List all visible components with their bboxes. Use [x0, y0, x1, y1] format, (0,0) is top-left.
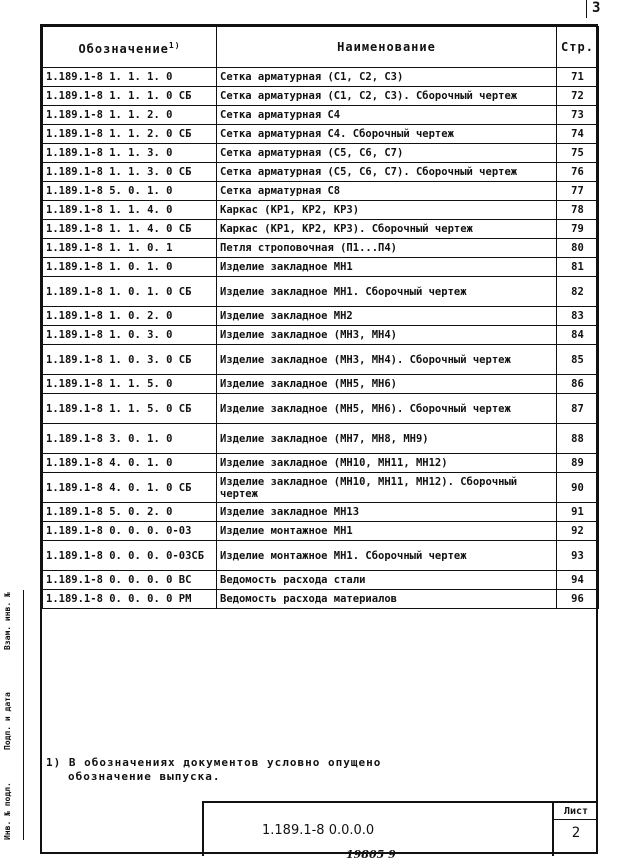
- side-stamp-label-2: Подп. и дата: [3, 692, 12, 750]
- row-page: 94: [557, 571, 599, 590]
- row-name: Сетка арматурная С8: [217, 182, 557, 201]
- sheet-number-cell: [552, 803, 598, 856]
- side-stamp-label-1: Инв. № подл.: [3, 782, 12, 840]
- sheet-label: Лист: [554, 805, 598, 820]
- header-designation: [43, 27, 217, 68]
- row-page: 92: [557, 522, 599, 541]
- row-code: 1.189.1-8 1. 1. 2. 0: [43, 106, 217, 125]
- table-row: [43, 220, 599, 239]
- row-name: Сетка арматурная (С1, С2, С3). Сборочный чертеж: [217, 87, 557, 106]
- row-name: Каркас (КР1, КР2, КР3). Сборочный чертеж: [217, 220, 557, 239]
- row-code: 1.189.1-8 0. 0. 0. 0-03: [43, 522, 217, 541]
- row-page: 89: [557, 454, 599, 473]
- row-code: 1.189.1-8 1. 0. 3. 0: [43, 326, 217, 345]
- row-page: 74: [557, 125, 599, 144]
- row-page: 90: [557, 473, 599, 503]
- row-code: 1.189.1-8 1. 0. 1. 0: [43, 258, 217, 277]
- table-row: [43, 590, 599, 609]
- row-name: Изделие монтажное МН1. Сборочный чертеж: [217, 541, 557, 571]
- row-name: Изделие монтажное МН1: [217, 522, 557, 541]
- table-row: [43, 125, 599, 144]
- row-code: 1.189.1-8 5. 0. 1. 0: [43, 182, 217, 201]
- row-code: 1.189.1-8 1. 1. 1. 0 СБ: [43, 87, 217, 106]
- row-page: 83: [557, 307, 599, 326]
- table-row: [43, 307, 599, 326]
- page-number: 3: [592, 0, 601, 16]
- row-code: 1.189.1-8 1. 1. 4. 0: [43, 201, 217, 220]
- row-code: 1.189.1-8 1. 1. 4. 0 СБ: [43, 220, 217, 239]
- row-page: 96: [557, 590, 599, 609]
- table-row: [43, 345, 599, 375]
- row-name: Изделие закладное (МН10, МН11, МН12). Сборочный чертеж: [217, 473, 557, 503]
- row-page: 71: [557, 68, 599, 87]
- row-page: 77: [557, 182, 599, 201]
- row-name: Изделие закладное (МН5, МН6): [217, 375, 557, 394]
- table-row: [43, 394, 599, 424]
- row-code: 1.189.1-8 3. 0. 1. 0: [43, 424, 217, 454]
- row-code: 1.189.1-8 1. 0. 2. 0: [43, 307, 217, 326]
- row-name: Каркас (КР1, КР2, КР3): [217, 201, 557, 220]
- table-row: [43, 375, 599, 394]
- row-page: 93: [557, 541, 599, 571]
- footnote-line-1: 1) В обозначениях документов условно опущено: [46, 756, 382, 769]
- row-name: Сетка арматурная С4. Сборочный чертеж: [217, 125, 557, 144]
- footnote-line-2: обозначение выпуска.: [68, 770, 221, 783]
- row-name: Изделие закладное (МН3, МН4): [217, 326, 557, 345]
- row-page: 82: [557, 277, 599, 307]
- table-row: [43, 473, 599, 503]
- row-name: Сетка арматурная (С1, С2, С3): [217, 68, 557, 87]
- document-sheet: [40, 24, 598, 854]
- row-name: Ведомость расхода стали: [217, 571, 557, 590]
- row-name: Ведомость расхода материалов: [217, 590, 557, 609]
- row-page: 88: [557, 424, 599, 454]
- table-row: [43, 239, 599, 258]
- row-code: 1.189.1-8 5. 0. 2. 0: [43, 503, 217, 522]
- table-row: [43, 541, 599, 571]
- table-row: [43, 144, 599, 163]
- row-page: 72: [557, 87, 599, 106]
- row-page: 81: [557, 258, 599, 277]
- side-stamp-label-3: Взам. инв. №: [3, 592, 12, 650]
- row-page: 80: [557, 239, 599, 258]
- bottom-handwritten-note: 19805 9: [346, 848, 396, 861]
- side-stamp: [3, 590, 33, 840]
- title-block-divider: [202, 803, 204, 856]
- table-row: [43, 454, 599, 473]
- row-page: 86: [557, 375, 599, 394]
- table-row: [43, 571, 599, 590]
- side-stamp-line: [23, 590, 24, 840]
- contents-table: [42, 26, 599, 609]
- row-name: Сетка арматурная (С5, С6, С7): [217, 144, 557, 163]
- row-code: 1.189.1-8 1. 1. 5. 0: [43, 375, 217, 394]
- table-row: [43, 201, 599, 220]
- sheet-value: 2: [571, 825, 581, 841]
- row-name: Изделие закладное МН1. Сборочный чертеж: [217, 277, 557, 307]
- footnote: [46, 756, 586, 784]
- document-code: 1.189.1-8 0.0.0.0: [262, 823, 375, 838]
- row-name: Петля строповочная (П1...П4): [217, 239, 557, 258]
- row-name: Изделие закладное МН1: [217, 258, 557, 277]
- row-name: Изделие закладное МН13: [217, 503, 557, 522]
- header-name: Наименование: [217, 27, 557, 68]
- table-row: [43, 68, 599, 87]
- row-page: 91: [557, 503, 599, 522]
- row-code: 1.189.1-8 0. 0. 0. 0 ВС: [43, 571, 217, 590]
- table-row: [43, 277, 599, 307]
- row-page: 79: [557, 220, 599, 239]
- row-name: Сетка арматурная С4: [217, 106, 557, 125]
- table-row: [43, 503, 599, 522]
- row-code: 1.189.1-8 4. 0. 1. 0 СБ: [43, 473, 217, 503]
- row-code: 1.189.1-8 1. 0. 1. 0 СБ: [43, 277, 217, 307]
- table-row: [43, 326, 599, 345]
- row-code: 1.189.1-8 0. 0. 0. 0-03СБ: [43, 541, 217, 571]
- row-code: 1.189.1-8 1. 1. 3. 0 СБ: [43, 163, 217, 182]
- row-code: 1.189.1-8 1. 1. 1. 0: [43, 68, 217, 87]
- header-designation-text: Обозначение: [78, 41, 169, 56]
- table-row: [43, 87, 599, 106]
- title-block: [202, 801, 598, 856]
- row-code: 1.189.1-8 1. 1. 3. 0: [43, 144, 217, 163]
- row-code: 1.189.1-8 1. 0. 3. 0 СБ: [43, 345, 217, 375]
- table-body: [43, 68, 599, 609]
- page-number-mark: [586, 0, 587, 18]
- row-name: Изделие закладное МН2: [217, 307, 557, 326]
- row-page: 73: [557, 106, 599, 125]
- row-name: Сетка арматурная (С5, С6, С7). Сборочный чертеж: [217, 163, 557, 182]
- table-row: [43, 163, 599, 182]
- row-code: 1.189.1-8 1. 1. 0. 1: [43, 239, 217, 258]
- table-row: [43, 522, 599, 541]
- table-row: [43, 258, 599, 277]
- table-row: [43, 182, 599, 201]
- row-page: 84: [557, 326, 599, 345]
- row-page: 85: [557, 345, 599, 375]
- row-code: 1.189.1-8 0. 0. 0. 0 РМ: [43, 590, 217, 609]
- table-row: [43, 106, 599, 125]
- row-page: 75: [557, 144, 599, 163]
- header-designation-footnote-mark: 1): [168, 40, 181, 50]
- row-page: 78: [557, 201, 599, 220]
- table-header-row: [43, 27, 599, 68]
- row-name: Изделие закладное (МН5, МН6). Сборочный чертеж: [217, 394, 557, 424]
- row-name: Изделие закладное (МН10, МН11, МН12): [217, 454, 557, 473]
- row-code: 1.189.1-8 1. 1. 5. 0 СБ: [43, 394, 217, 424]
- row-name: Изделие закладное (МН3, МН4). Сборочный чертеж: [217, 345, 557, 375]
- row-code: 1.189.1-8 4. 0. 1. 0: [43, 454, 217, 473]
- row-page: 87: [557, 394, 599, 424]
- row-page: 76: [557, 163, 599, 182]
- row-name: Изделие закладное (МН7, МН8, МН9): [217, 424, 557, 454]
- row-code: 1.189.1-8 1. 1. 2. 0 СБ: [43, 125, 217, 144]
- header-page: Стр.: [557, 27, 599, 68]
- table-row: [43, 424, 599, 454]
